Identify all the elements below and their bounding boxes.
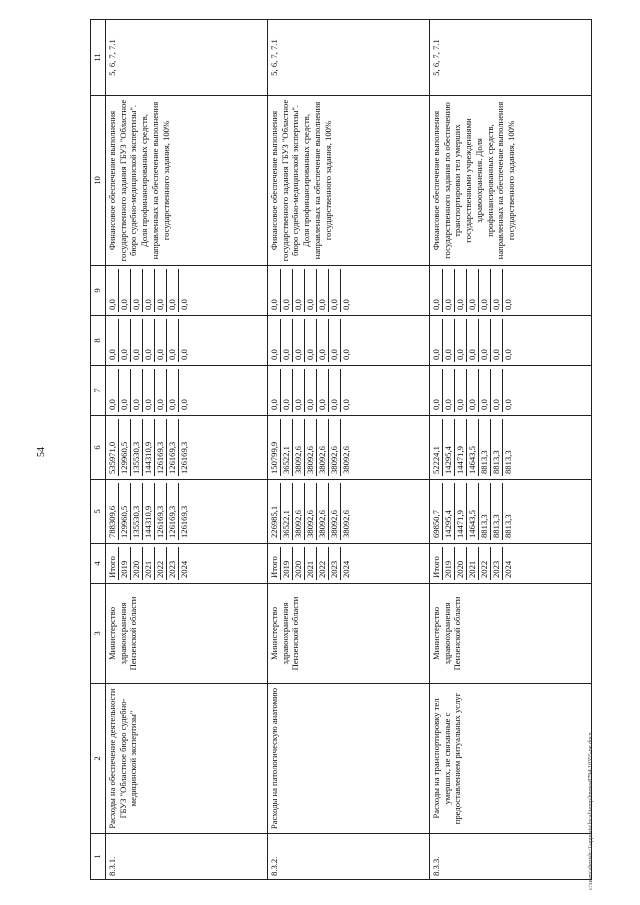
local-budget-value: 0,0 bbox=[293, 319, 305, 362]
local-budget-value: 0,0 bbox=[341, 349, 351, 360]
total-amount bbox=[268, 480, 430, 544]
other-sources-value: 0,0 bbox=[269, 269, 281, 312]
other-sources-value: 0,0 bbox=[167, 269, 179, 312]
total-amount-value: 126169,3 bbox=[167, 483, 179, 540]
header-col-9: 9 bbox=[91, 266, 106, 316]
regional-budget-value: 52224,1 bbox=[431, 419, 443, 476]
year bbox=[268, 544, 430, 584]
year-value: 2021 bbox=[305, 547, 317, 580]
year-value: 2023 bbox=[329, 547, 341, 580]
document-sheet bbox=[90, 20, 610, 880]
measure-name: Расходы на патологическую анатомию bbox=[268, 684, 430, 834]
regional-budget-value: 8813,3 bbox=[491, 419, 503, 476]
row-number: 8.3.2. bbox=[268, 834, 430, 880]
local-budget-value: 0,0 bbox=[317, 319, 329, 362]
year bbox=[430, 544, 592, 584]
federal-budget-value: 0,0 bbox=[341, 399, 351, 410]
linked-indicators: 5, 6, 7, 7.1 bbox=[268, 20, 430, 96]
total-amount-value: 69850,7 bbox=[431, 483, 443, 540]
federal-budget-value: 0,0 bbox=[179, 399, 189, 410]
federal-budget-value: 0,0 bbox=[143, 369, 155, 412]
year-value: 2020 bbox=[131, 547, 143, 580]
year-value: 2019 bbox=[281, 547, 293, 580]
measure-name: Расходы на обеспечение деятельности ГБУЗ "Областное бюро судебно-медицинской экспертизы" bbox=[106, 684, 268, 834]
federal-budget-value: 0,0 bbox=[269, 369, 281, 412]
regional-budget-value: 38092,6 bbox=[293, 419, 305, 476]
total-amount-value: 144310,9 bbox=[143, 483, 155, 540]
year-value: 2020 bbox=[455, 547, 467, 580]
year-value: 2019 bbox=[443, 547, 455, 580]
total-amount-value: 38092,6 bbox=[293, 483, 305, 540]
total-amount bbox=[430, 480, 592, 544]
row-number: 8.3.3. bbox=[430, 834, 592, 880]
federal-budget bbox=[268, 366, 430, 416]
federal-budget-value: 0,0 bbox=[305, 369, 317, 412]
total-amount-value: 14295,4 bbox=[443, 483, 455, 540]
executor: Министерство здравоохранения Пензенской области bbox=[106, 584, 268, 684]
federal-budget-value: 0,0 bbox=[119, 369, 131, 412]
total-amount-value: 14643,5 bbox=[467, 483, 479, 540]
other-sources-value: 0,0 bbox=[491, 269, 503, 312]
local-budget-value: 0,0 bbox=[119, 319, 131, 362]
local-budget-value: 0,0 bbox=[143, 319, 155, 362]
other-sources-value: 0,0 bbox=[479, 269, 491, 312]
federal-budget-value: 0,0 bbox=[491, 369, 503, 412]
row-number: 8.3.1. bbox=[106, 834, 268, 880]
other-sources-value: 0,0 bbox=[143, 269, 155, 312]
local-budget-value: 0,0 bbox=[503, 349, 513, 360]
regional-budget-value: 14643,5 bbox=[467, 419, 479, 476]
other-sources-value: 0,0 bbox=[155, 269, 167, 312]
year-value: Итого bbox=[269, 547, 281, 580]
regional-budget-value: 129960,5 bbox=[119, 419, 131, 476]
other-sources-value: 0,0 bbox=[443, 269, 455, 312]
other-sources-value: 0,0 bbox=[107, 269, 119, 312]
federal-budget-value: 0,0 bbox=[479, 369, 491, 412]
header-col-2: 2 bbox=[91, 684, 106, 834]
local-budget bbox=[106, 316, 268, 366]
total-amount-value: 38092,6 bbox=[317, 483, 329, 540]
regional-budget-value: 126169,3 bbox=[179, 441, 189, 474]
federal-budget-value: 0,0 bbox=[131, 369, 143, 412]
regional-budget-value: 38092,6 bbox=[305, 419, 317, 476]
year-value: 2024 bbox=[341, 560, 351, 578]
total-amount-value: 788309,6 bbox=[107, 483, 119, 540]
other-sources-value: 0,0 bbox=[329, 269, 341, 312]
regional-budget bbox=[430, 416, 592, 480]
other-sources-value: 0,0 bbox=[179, 299, 189, 310]
regional-budget-value: 8813,3 bbox=[479, 419, 491, 476]
total-amount-value: 38092,6 bbox=[305, 483, 317, 540]
year-value: 2021 bbox=[143, 547, 155, 580]
regional-budget-value: 135530,3 bbox=[131, 419, 143, 476]
federal-budget-value: 0,0 bbox=[503, 399, 513, 410]
year-value: 2022 bbox=[317, 547, 329, 580]
regional-budget-value: 8813,3 bbox=[503, 450, 513, 474]
regional-budget-value: 38092,6 bbox=[341, 446, 351, 474]
total-amount-value: 8813,3 bbox=[491, 483, 503, 540]
header-col-4: 4 bbox=[91, 544, 106, 584]
federal-budget bbox=[430, 366, 592, 416]
regional-budget-value: 126169,3 bbox=[155, 419, 167, 476]
local-budget-value: 0,0 bbox=[443, 319, 455, 362]
year-value: 2022 bbox=[479, 547, 491, 580]
regional-budget-value: 36522,1 bbox=[281, 419, 293, 476]
header-col-11: 11 bbox=[91, 20, 106, 96]
year-value: 2024 bbox=[503, 560, 513, 578]
header-col-8: 8 bbox=[91, 316, 106, 366]
local-budget-value: 0,0 bbox=[131, 319, 143, 362]
local-budget bbox=[430, 316, 592, 366]
page-number: 54 bbox=[36, 447, 47, 457]
other-sources bbox=[106, 266, 268, 316]
year-value: 2023 bbox=[167, 547, 179, 580]
regional-budget bbox=[268, 416, 430, 480]
other-sources-value: 0,0 bbox=[293, 269, 305, 312]
federal-budget-value: 0,0 bbox=[467, 369, 479, 412]
regional-budget-value: 150799,9 bbox=[269, 419, 281, 476]
other-sources-value: 0,0 bbox=[317, 269, 329, 312]
other-sources-value: 0,0 bbox=[305, 269, 317, 312]
other-sources-value: 0,0 bbox=[341, 299, 351, 310]
local-budget-value: 0,0 bbox=[491, 319, 503, 362]
year-value: 2023 bbox=[491, 547, 503, 580]
regional-budget-value: 144310,9 bbox=[143, 419, 155, 476]
local-budget-value: 0,0 bbox=[179, 349, 189, 360]
local-budget-value: 0,0 bbox=[167, 319, 179, 362]
local-budget-value: 0,0 bbox=[155, 319, 167, 362]
other-sources-value: 0,0 bbox=[467, 269, 479, 312]
table-row bbox=[106, 20, 268, 880]
table-row bbox=[268, 20, 430, 880]
regional-budget-value: 38092,6 bbox=[317, 419, 329, 476]
measure-name: Расходы на транспортировку тел умерших, не связанные с предоставлением ритуальных услуг bbox=[430, 684, 592, 834]
local-budget-value: 0,0 bbox=[467, 319, 479, 362]
federal-budget-value: 0,0 bbox=[455, 369, 467, 412]
total-amount-value: 135530,3 bbox=[131, 483, 143, 540]
other-sources-value: 0,0 bbox=[455, 269, 467, 312]
federal-budget-value: 0,0 bbox=[155, 369, 167, 412]
local-budget-value: 0,0 bbox=[329, 319, 341, 362]
federal-budget-value: 0,0 bbox=[281, 369, 293, 412]
total-amount-value: 38092,6 bbox=[341, 510, 351, 538]
regional-budget bbox=[106, 416, 268, 480]
regional-budget-value: 126169,3 bbox=[167, 419, 179, 476]
federal-budget-value: 0,0 bbox=[293, 369, 305, 412]
footer-file-path: c:\users\sborisb~1\appdata\local\temp\bnotes8794\10355-ne.docx bbox=[588, 732, 594, 890]
total-amount-value: 126169,3 bbox=[155, 483, 167, 540]
other-sources bbox=[268, 266, 430, 316]
federal-budget-value: 0,0 bbox=[329, 369, 341, 412]
other-sources-value: 0,0 bbox=[131, 269, 143, 312]
federal-budget-value: 0,0 bbox=[107, 369, 119, 412]
header-col-10: 10 bbox=[91, 96, 106, 266]
regional-budget-value: 14295,4 bbox=[443, 419, 455, 476]
indicator-text: Финансовое обеспечение выполнения государственного задания ГБУЗ "Областное бюро судебно-медицинской экспертизы". Доля профинансированных средств, направленных на обеспечение выполнения государственного задания, 100% bbox=[268, 96, 430, 266]
federal-budget-value: 0,0 bbox=[431, 369, 443, 412]
local-budget-value: 0,0 bbox=[431, 319, 443, 362]
federal-budget-value: 0,0 bbox=[167, 369, 179, 412]
linked-indicators: 5, 6, 7, 7.1 bbox=[430, 20, 592, 96]
year-value: 2020 bbox=[293, 547, 305, 580]
total-amount-value: 226985,1 bbox=[269, 483, 281, 540]
local-budget-value: 0,0 bbox=[107, 319, 119, 362]
total-amount-value: 8813,3 bbox=[503, 514, 513, 538]
header-col-6: 6 bbox=[91, 416, 106, 480]
year-value: 2022 bbox=[155, 547, 167, 580]
year-value: 2024 bbox=[179, 560, 189, 578]
year-value: Итого bbox=[107, 547, 119, 580]
local-budget-value: 0,0 bbox=[455, 319, 467, 362]
header-row bbox=[91, 20, 106, 880]
local-budget-value: 0,0 bbox=[479, 319, 491, 362]
local-budget-value: 0,0 bbox=[269, 319, 281, 362]
local-budget-value: 0,0 bbox=[305, 319, 317, 362]
total-amount-value: 38092,6 bbox=[329, 483, 341, 540]
local-budget bbox=[268, 316, 430, 366]
federal-budget-value: 0,0 bbox=[443, 369, 455, 412]
regional-budget-value: 535971,0 bbox=[107, 419, 119, 476]
indicator-text: Финансовое обеспечение выполнения государственного задания по обеспечению транспортировки тел умерших государственными учреждениями здравоохранения. Доля профинансированных средств, направленных на обеспечение выполнения государственного задания, 100% bbox=[430, 96, 592, 266]
executor: Министерство здравоохранения Пензенской области bbox=[268, 584, 430, 684]
total-amount-value: 126169,3 bbox=[179, 505, 189, 538]
other-sources-value: 0,0 bbox=[431, 269, 443, 312]
executor: Министерство здравоохранения Пензенской области bbox=[430, 584, 592, 684]
other-sources-value: 0,0 bbox=[119, 269, 131, 312]
federal-budget-value: 0,0 bbox=[317, 369, 329, 412]
regional-budget-value: 14471,9 bbox=[455, 419, 467, 476]
budget-table bbox=[90, 19, 592, 880]
header-col-7: 7 bbox=[91, 366, 106, 416]
year-value: 2021 bbox=[467, 547, 479, 580]
other-sources bbox=[430, 266, 592, 316]
total-amount-value: 36522,1 bbox=[281, 483, 293, 540]
total-amount bbox=[106, 480, 268, 544]
table-row bbox=[430, 20, 592, 880]
header-col-1: 1 bbox=[91, 834, 106, 880]
header-col-5: 5 bbox=[91, 480, 106, 544]
regional-budget-value: 38092,6 bbox=[329, 419, 341, 476]
other-sources-value: 0,0 bbox=[281, 269, 293, 312]
linked-indicators: 5, 6, 7, 7.1 bbox=[106, 20, 268, 96]
total-amount-value: 14471,9 bbox=[455, 483, 467, 540]
total-amount-value: 129960,5 bbox=[119, 483, 131, 540]
federal-budget bbox=[106, 366, 268, 416]
other-sources-value: 0,0 bbox=[503, 299, 513, 310]
local-budget-value: 0,0 bbox=[281, 319, 293, 362]
total-amount-value: 8813,3 bbox=[479, 483, 491, 540]
year bbox=[106, 544, 268, 584]
indicator-text: Финансовое обеспечение выполнения государственного задания ГБУЗ "Областное бюро судебно-медицинской экспертизы". Доля профинансированных средств, направленных на обеспечение выполнения государственного задания, 100% bbox=[106, 96, 268, 266]
year-value: 2019 bbox=[119, 547, 131, 580]
header-col-3: 3 bbox=[91, 584, 106, 684]
year-value: Итого bbox=[431, 547, 443, 580]
